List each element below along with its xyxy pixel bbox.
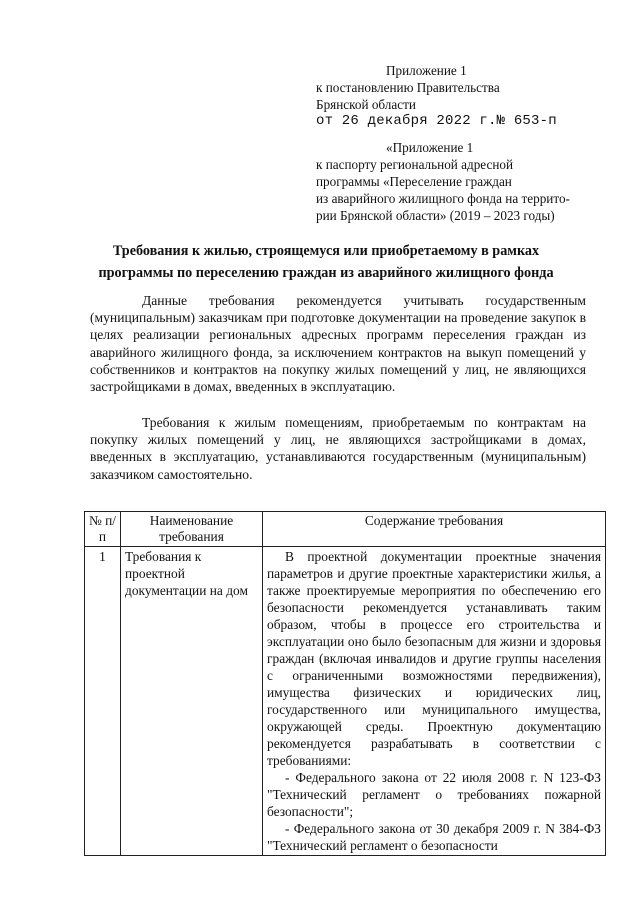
row-name: Требования к проектной документации на дом: [121, 547, 263, 856]
date-number-stamp: от 26 декабря 2022 г.№ 653-п: [316, 113, 557, 129]
annex-line-resolution: к постановлению Правительства: [316, 80, 500, 95]
header-name: Наименование требования: [121, 512, 263, 547]
header-num: № п/п: [85, 512, 121, 547]
annex-passport-line-2: программы «Переселение граждан: [316, 174, 512, 189]
table-row: [85, 547, 606, 856]
row-num: 1: [85, 547, 121, 856]
annex-passport-block: [316, 139, 616, 224]
annex-passport-line-3: из аварийного жилищного фонда на террито-: [316, 191, 570, 206]
annex-passport-line-4: рии Брянской области» (2019 – 2023 годы): [316, 208, 555, 223]
requirements-table: [84, 511, 606, 856]
row-content-item-1: - Федерального закона от 22 июля 2008 г. N 123-ФЗ "Технический регламент о требованиях пожарной безопасности";: [267, 770, 601, 819]
row-content: [263, 547, 606, 856]
requirements-paragraph: Требования к жилым помещениям, приобретаемым по контрактам на покупку жилых помещений у лиц, не являющихся застройщиками в домах, введенных в эксплуатацию, устанавливаются государственным (муниципальным) заказчиком самостоятельно.: [90, 415, 586, 482]
annex-passport-line-1: к паспорту региональной адресной: [316, 157, 514, 172]
intro-paragraph: Данные требования рекомендуется учитывать государственным (муниципальным) заказчикам при подготовке документации на проведение закупок в целях реализации региональных адресных программ переселения граждан из аварийного жилищного фонда, за исключением контрактов на выкуп помещений у собственников и контрактов на покупку жилых помещений у лиц, не являющихся застройщиками в домах, введенных в эксплуатацию.: [90, 293, 586, 395]
row-content-item-2: - Федерального закона от 30 декабря 2009 г. N 384-ФЗ "Технический регламент о безопасности: [267, 821, 601, 853]
header-content: Содержание требования: [263, 512, 606, 547]
annex-passport-title: «Приложение 1: [386, 140, 474, 155]
row-content-main: В проектной документации проектные значения параметров и другие проектные характеристики жилья, а также проектируемые мероприятия по обеспечению его безопасности рекомендуется устанавливать таким образом, чтобы в процессе его строительства и эксплуатации оно было безопасным для жизни и здоровья граждан (включая инвалидов и другие группы населения с ограниченными возможностями передвижения), имущества физических и юридических лиц, государственного или муниципального имущества, окружающей среды. Проектную документацию рекомендуется разрабатывать в соответствии с требованиями:: [267, 549, 601, 768]
annex-header: [316, 62, 616, 224]
document-heading: Требования к жилью, строящемуся или приобретаемому в рамках программы по переселению граждан из аварийного жилищного фонда: [98, 243, 554, 281]
annex-line-region: Брянской области: [316, 97, 416, 112]
annex-title: Приложение 1: [386, 63, 467, 78]
table-header-row: [85, 512, 606, 547]
